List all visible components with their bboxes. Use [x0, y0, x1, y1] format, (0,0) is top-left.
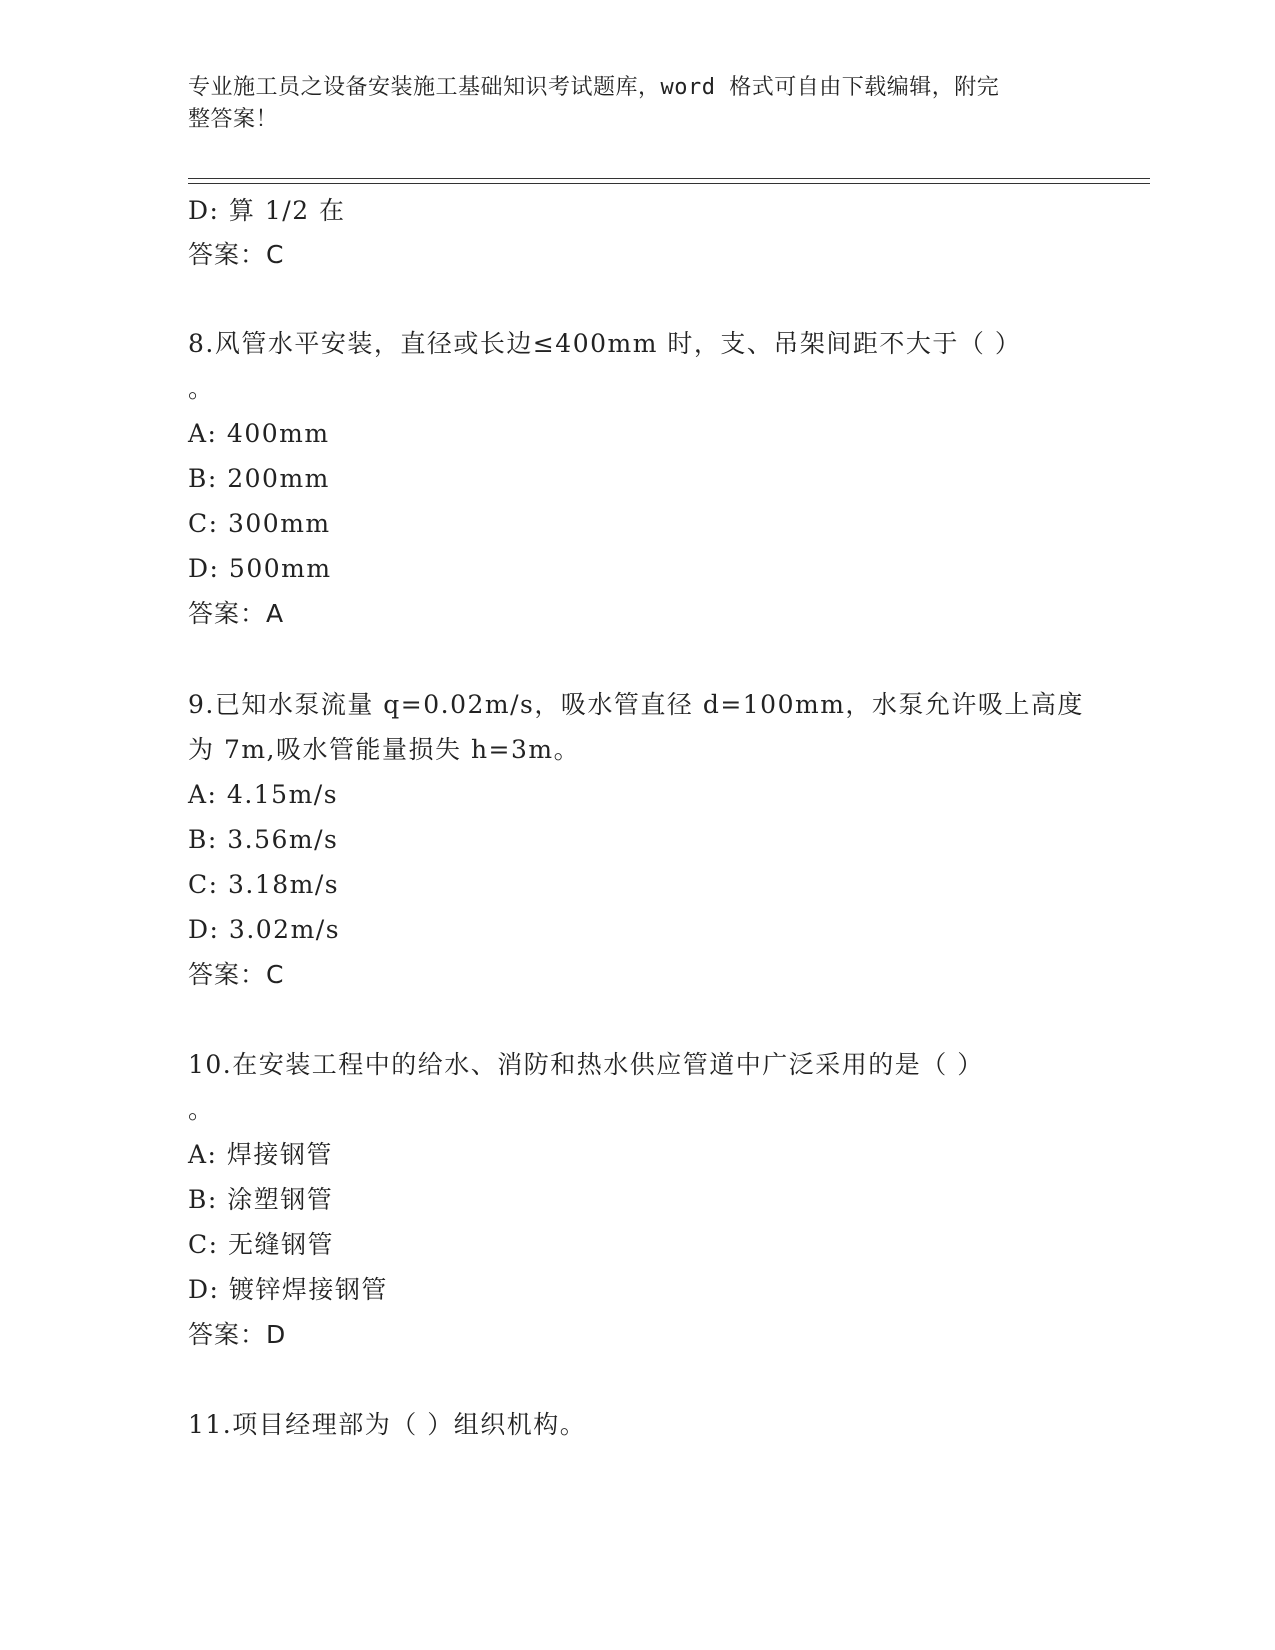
q10-answer: 答案：D	[188, 1320, 287, 1349]
q9-option-a: A: 4.15m/s	[188, 780, 339, 809]
q8-option-d: D: 500mm	[188, 554, 332, 583]
q8-option-b: B: 200mm	[188, 464, 330, 493]
q8-stem-line-1: 8.风管水平安装，直径或长边≤400mm 时，支、吊架间距不大于（ ）	[188, 329, 1022, 358]
document-header	[188, 72, 1068, 136]
q10-option-d: D: 镀锌焊接钢管	[188, 1275, 388, 1304]
q10-stem-line-1: 10.在安装工程中的给水、消防和热水供应管道中广泛采用的是（ ）	[188, 1050, 984, 1079]
header-line-1: 专业施工员之设备安装施工基础知识考试题库，word 格式可自由下载编辑，附完	[188, 75, 1000, 100]
q11-stem-line-1: 11.项目经理部为（ ）组织机构。	[188, 1410, 587, 1439]
header-rule-top	[188, 178, 1150, 179]
q9-stem-line-1: 9.已知水泵流量 q=0.02m/s，吸水管直径 d=100mm，水泵允许吸上高度	[188, 690, 1084, 719]
q9-stem-line-2: 为 7m,吸水管能量损失 h=3m。	[188, 735, 581, 764]
header-line-2: 整答案！	[188, 107, 279, 132]
prev-answer: 答案：C	[188, 240, 285, 269]
q8-stem-line-2: 。	[188, 374, 215, 403]
q10-option-c: C: 无缝钢管	[188, 1230, 334, 1259]
q10-option-b: B: 涂塑钢管	[188, 1185, 334, 1214]
q8-option-a: A: 400mm	[188, 419, 330, 448]
q9-option-c: C: 3.18m/s	[188, 870, 340, 899]
q8-answer: 答案：A	[188, 599, 285, 628]
q10-option-a: A: 焊接钢管	[188, 1140, 333, 1169]
header-rule-bottom	[188, 183, 1150, 184]
q9-option-d: D: 3.02m/s	[188, 915, 341, 944]
prev-option-d: D: 算 1/2 在	[188, 196, 346, 225]
q8-option-c: C: 300mm	[188, 509, 331, 538]
q10-stem-line-2: 。	[188, 1095, 215, 1124]
q9-answer: 答案：C	[188, 960, 285, 989]
q9-option-b: B: 3.56m/s	[188, 825, 339, 854]
